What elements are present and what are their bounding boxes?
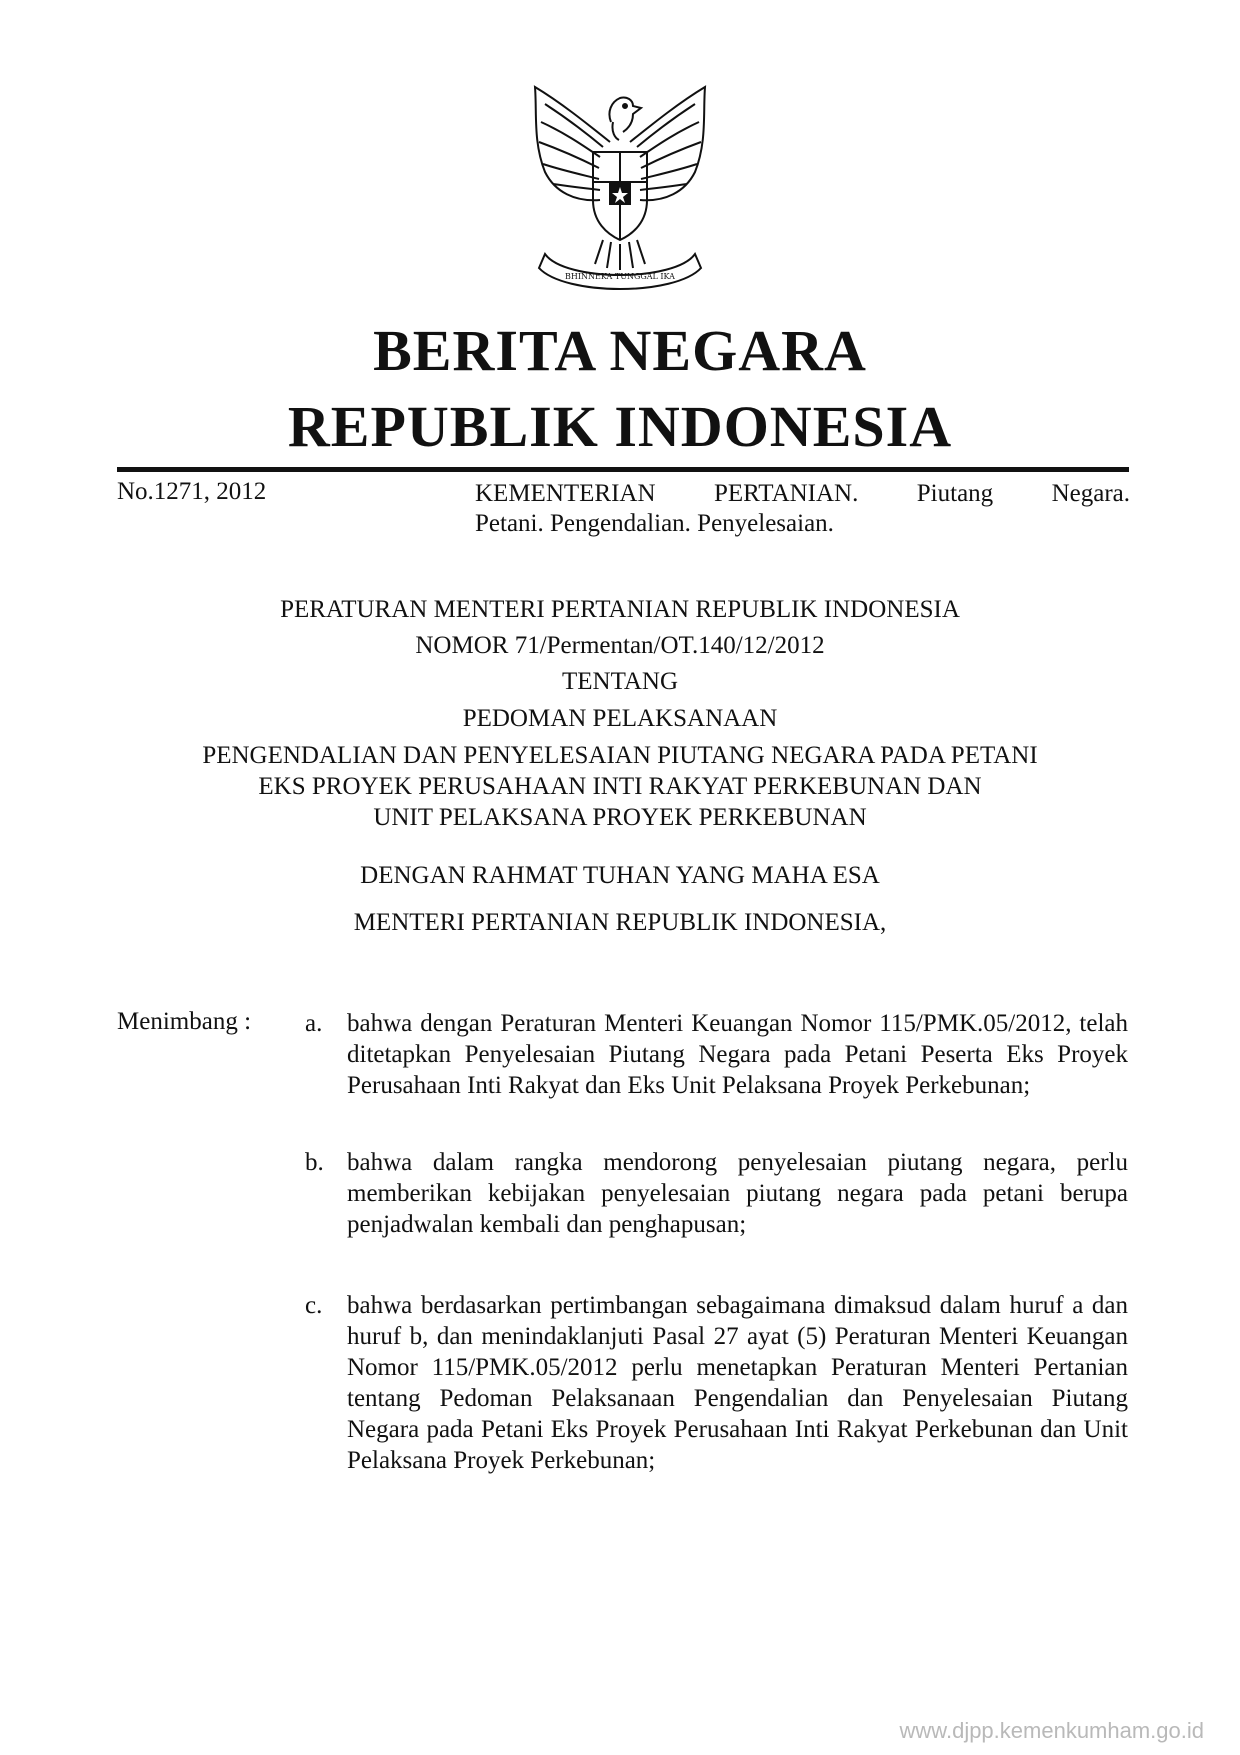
item-text: bahwa dalam rangka mendorong penyelesaian piutang negara, perlu memberikan kebijakan penyelesaian piutang negara pada petani berupa penjadwalan kembali dan penghapusan; [347, 1149, 1128, 1238]
masthead-title-line1: BERITA NEGARA [373, 318, 867, 383]
regulation-line: DENGAN RAHMAT TUHAN YANG MAHA ESA [360, 862, 880, 889]
item-text: bahwa berdasarkan pertimbangan sebagaimana dimaksud dalam huruf a dan huruf b, dan menindaklanjuti Pasal 27 ayat (5) Peraturan Menteri Keuangan Nomor 115/PMK.05/2012 perlu menetapkan Peraturan Menteri Pertanian tentang Pedoman Pelaksanaan Pengendalian dan Penyelesaian Piutang Negara pada Petani Eks Proyek Perusahaan Inti Rakyat Perkebunan dan Unit Pelaksana Proyek Perkebunan; [347, 1292, 1128, 1474]
regulation-line: MENTERI PERTANIAN REPUBLIK INDONESIA, [353, 909, 887, 936]
regulation-line: UNIT PELAKSANA PROYEK PERKEBUNAN [373, 804, 867, 831]
subject-line2: Petani. Pengendalian. Penyelesaian. [475, 510, 834, 537]
item-marker: b. [305, 1149, 324, 1176]
regulation-line: PENGENDALIAN DAN PENYELESAIAN PIUTANG NEGARA PADA PETANI [202, 742, 1038, 769]
subject-line1: KEMENTERIAN PERTANIAN. Piutang Negara. [475, 480, 1130, 507]
regulation-number: NOMOR 71/Permentan/OT.140/12/2012 [415, 632, 825, 659]
item-marker: c. [305, 1292, 323, 1319]
considering-label: Menimbang : [117, 1008, 252, 1035]
item-text: bahwa dengan Peraturan Menteri Keuangan Nomor 115/PMK.05/2012, telah ditetapkan Penyelesaian Piutang Negara pada Petani Peserta Eks Proyek Perusahaan Inti Rakyat dan Eks Unit Pelaksana Proyek Perkebunan; [347, 1010, 1128, 1099]
masthead-title-line2: REPUBLIK INDONESIA [287, 394, 953, 459]
item-marker: a. [305, 1010, 323, 1037]
masthead-divider [117, 467, 1129, 472]
footer-url: www.djpp.kemenkumham.go.id [899, 1718, 1204, 1743]
regulation-line: PEDOMAN PELAKSANAAN [462, 705, 778, 732]
regulation-line: EKS PROYEK PERUSAHAAN INTI RAKYAT PERKEBUNAN DAN [258, 773, 982, 800]
regulation-line: PERATURAN MENTERI PERTANIAN REPUBLIK INDONESIA [280, 596, 960, 623]
regulation-line: TENTANG [561, 668, 679, 695]
publication-number: No.1271, 2012 [117, 478, 267, 505]
garuda-emblem-icon [515, 82, 725, 300]
emblem-motto: BHINNEKA TUNGGAL IKA [565, 272, 675, 281]
